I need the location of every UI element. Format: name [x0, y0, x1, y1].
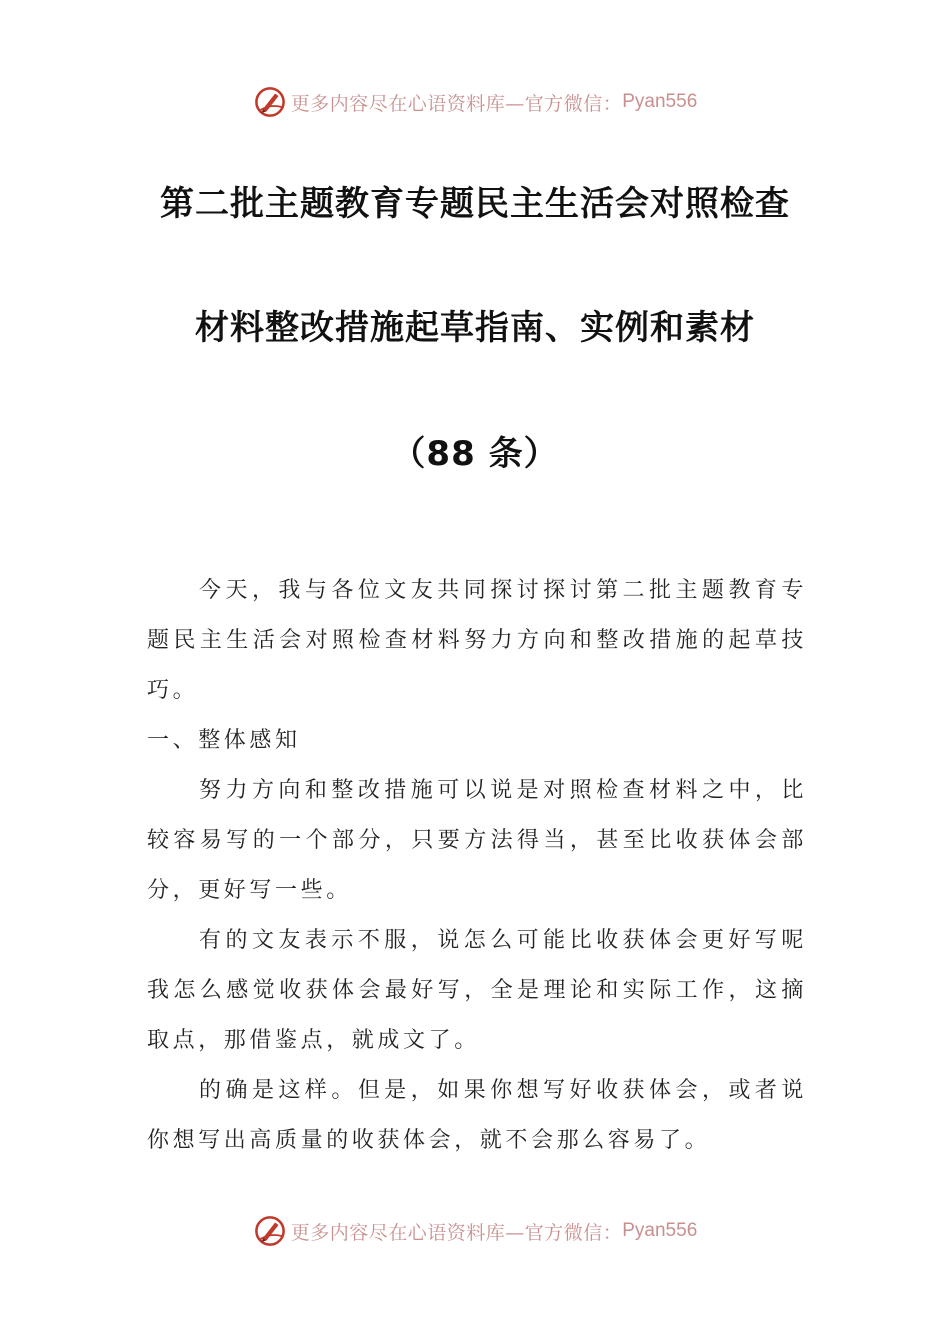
banner-text: 更多内容尽在心语资料库—官方微信：	[290, 92, 623, 115]
pen-logo-icon	[253, 85, 287, 119]
footer-banner	[0, 1211, 950, 1251]
page-title-line-3: （88 条）	[391, 434, 559, 474]
document-body	[147, 566, 807, 1166]
page-title-line-1: 第二批主题教育专题民主生活会对照检查	[160, 184, 790, 224]
paragraph: 今天，我与各位文友共同探讨探讨第二批主题教育专题民主生活会对照检查材料努力方向和整改措施的起草技巧。	[147, 578, 807, 703]
page-title-line-2: 材料整改措施起草指南、实例和素材	[195, 308, 755, 348]
pen-logo-icon	[253, 1214, 287, 1248]
paragraph: 的确是这样。但是，如果你想写好收获体会，或者说你想写出高质量的收获体会，就不会那么容易了。	[147, 1078, 807, 1153]
header-banner	[0, 82, 950, 122]
banner-text: 更多内容尽在心语资料库—官方微信：	[290, 1221, 623, 1244]
paragraph: 努力方向和整改措施可以说是对照检查材料之中，比较容易写的一个部分，只要方法得当，甚至比收获体会部分，更好写一些。	[147, 778, 807, 903]
section-heading: 一、整体感知	[147, 728, 301, 753]
paragraph: 有的文友表示不服，说怎么可能比收获体会更好写呢我怎么感觉收获体会最好写，全是理论和实际工作，这摘取点，那借鉴点，就成文了。	[147, 928, 807, 1053]
banner-contact: Pyan556	[622, 1220, 698, 1241]
banner-contact: Pyan556	[622, 91, 698, 112]
